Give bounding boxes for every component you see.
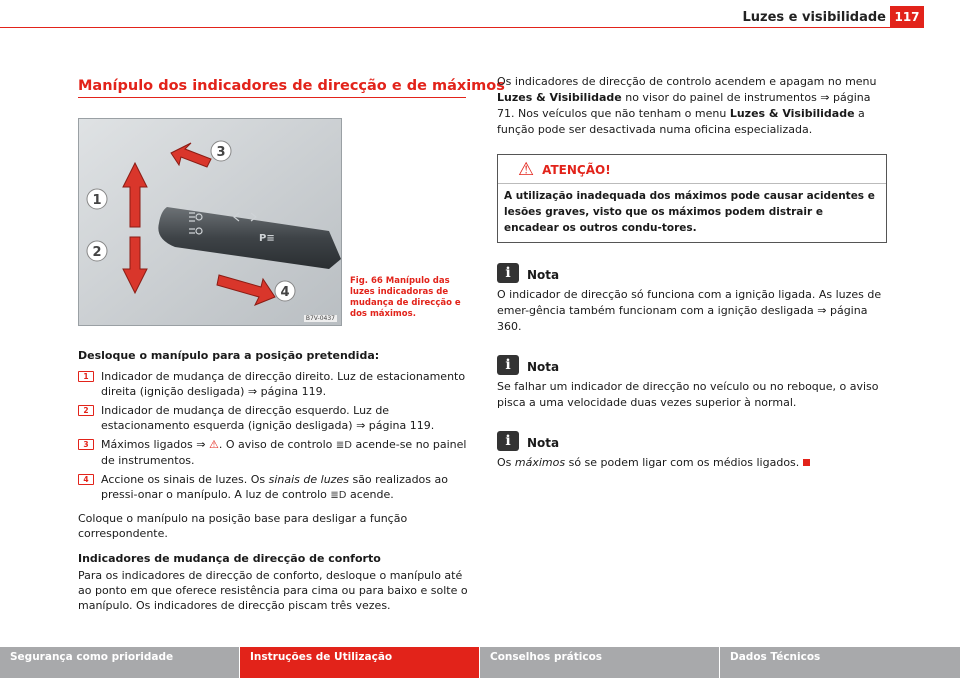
section-rule [78,97,466,98]
text-part: no visor do painel de instrumentos ⇒ página 71. Nos veículos que não tenham o menu [497,91,871,120]
note-title: Nota [527,360,560,374]
note-title: Nota [527,268,560,282]
section-title: Manípulo dos indicadores de direcção e de máximos [78,78,505,94]
instruction-intro: Desloque o manípulo para a posição pretendida: [78,349,380,362]
info-icon: i [497,263,519,283]
high-beam-lamp-icon: ≣D [330,490,347,501]
tab-safety[interactable]: Segurança como prioridade [0,647,240,678]
menu-name: Luzes & Visibilidade [729,107,855,120]
note-text [497,455,887,471]
warning-triangle-icon: ⚠ [518,159,535,180]
text-part: Os [497,456,515,469]
text-part: só se podem ligar com os médios ligados. [565,456,800,469]
item-number-badge: 3 [78,439,94,450]
text-part: a função pode ser desactivada numa oficina especializada. [497,107,865,136]
list-item [78,369,470,399]
fig-label-1: 1 [92,193,102,208]
note-block [497,263,887,335]
figure-caption: Fig. 66 Manípulo das luzes indicadoras de mudança de direcção e dos máximos. [350,276,461,319]
header-rule [0,27,924,28]
item-text-part: são realizados ao pressi-onar o manípulo. A luz de controlo [101,473,448,501]
info-icon: i [497,355,519,375]
note-title: Nota [527,436,560,450]
figure-code: B7V-0437 [305,315,335,322]
section-end-marker [803,459,810,466]
base-position-paragraph: Coloque o manípulo na posição base para desligar a função correspondente. [78,512,408,540]
info-icon: i [497,431,519,451]
item-text-part: . O aviso de controlo [218,438,336,451]
fig-label-3: 3 [216,145,226,160]
tab-practical-tips[interactable]: Conselhos práticos [480,647,720,678]
item-text: Indicador de mudança de direcção esquerdo. Luz de estacionamento esquerda (ignição desligada) ⇒ página 119. [101,404,435,432]
high-beam-lamp-icon: ≣D [335,440,352,451]
tab-operating-instructions[interactable]: Instruções de Utilização [240,647,480,678]
page-number: 117 [890,6,924,28]
note-text: Se falhar um indicador de direcção no veículo ou no reboque, o aviso pisca a uma velocidade duas vezes superior à normal. [497,380,879,409]
fig-label-2: 2 [92,245,102,260]
warning-header [498,155,886,184]
warning-title: ATENÇÃO! [542,163,611,177]
stalk-figure [78,118,342,326]
right-column [497,74,887,471]
note-header [497,355,887,375]
list-item [78,472,470,503]
footer-nav [0,647,960,678]
fig-label-4: 4 [280,285,290,300]
item-text-part: Accione os sinais de luzes. Os [101,473,269,486]
item-text [101,437,470,468]
item-number-badge: 2 [78,405,94,416]
tab-technical-data[interactable]: Dados Técnicos [720,647,960,678]
item-text [101,472,470,503]
page-header-title: Luzes e visibilidade [742,10,886,25]
warning-triangle-icon: ⚠ [208,438,219,451]
intro-paragraph [497,74,887,138]
item-text-part: acende-se no painel de instrumentos. [101,438,467,467]
comfort-subheading: Indicadores de mudança de direcção de conforto [78,552,381,565]
note-block [497,431,887,471]
item-text-part: Máximos ligados ⇒ [101,438,209,451]
svg-text:P≡: P≡ [259,233,275,244]
warning-text: A utilização inadequada dos máximos pode causar acidentes e lesões graves, visto que os máximos podem distrair e encadear os outros condu-tores. [504,190,875,234]
item-number-badge: 4 [78,474,94,485]
list-item [78,437,470,468]
note-header [497,263,887,283]
item-text-emphasis: sinais de luzes [268,473,349,486]
note-block [497,355,887,411]
warning-box [497,154,887,243]
item-number-badge: 1 [78,371,94,382]
text-emphasis: máximos [514,456,566,469]
list-item [78,403,470,433]
comfort-paragraph: Para os indicadores de direcção de conforto, desloque o manípulo até ao ponto em que oferece resistência para cima ou para baixo e solte o manípulo. Os indicadores de direcção piscam três vezes. [78,569,468,612]
left-column [78,348,470,613]
note-header [497,431,887,451]
item-text: Indicador de mudança de direcção direito. Luz de estacionamento direita (ignição desligada) ⇒ página 119. [101,370,466,398]
text-part: Os indicadores de direcção de controlo acendem e apagam no menu [497,75,877,88]
note-text: O indicador de direcção só funciona com a ignição ligada. As luzes de emer-gência também funcionam com a ignição desligada ⇒ página 360. [497,288,882,333]
stalk-illustration [79,119,342,326]
item-text-part: acende. [346,488,394,501]
menu-name: Luzes & Visibilidade [497,91,622,104]
